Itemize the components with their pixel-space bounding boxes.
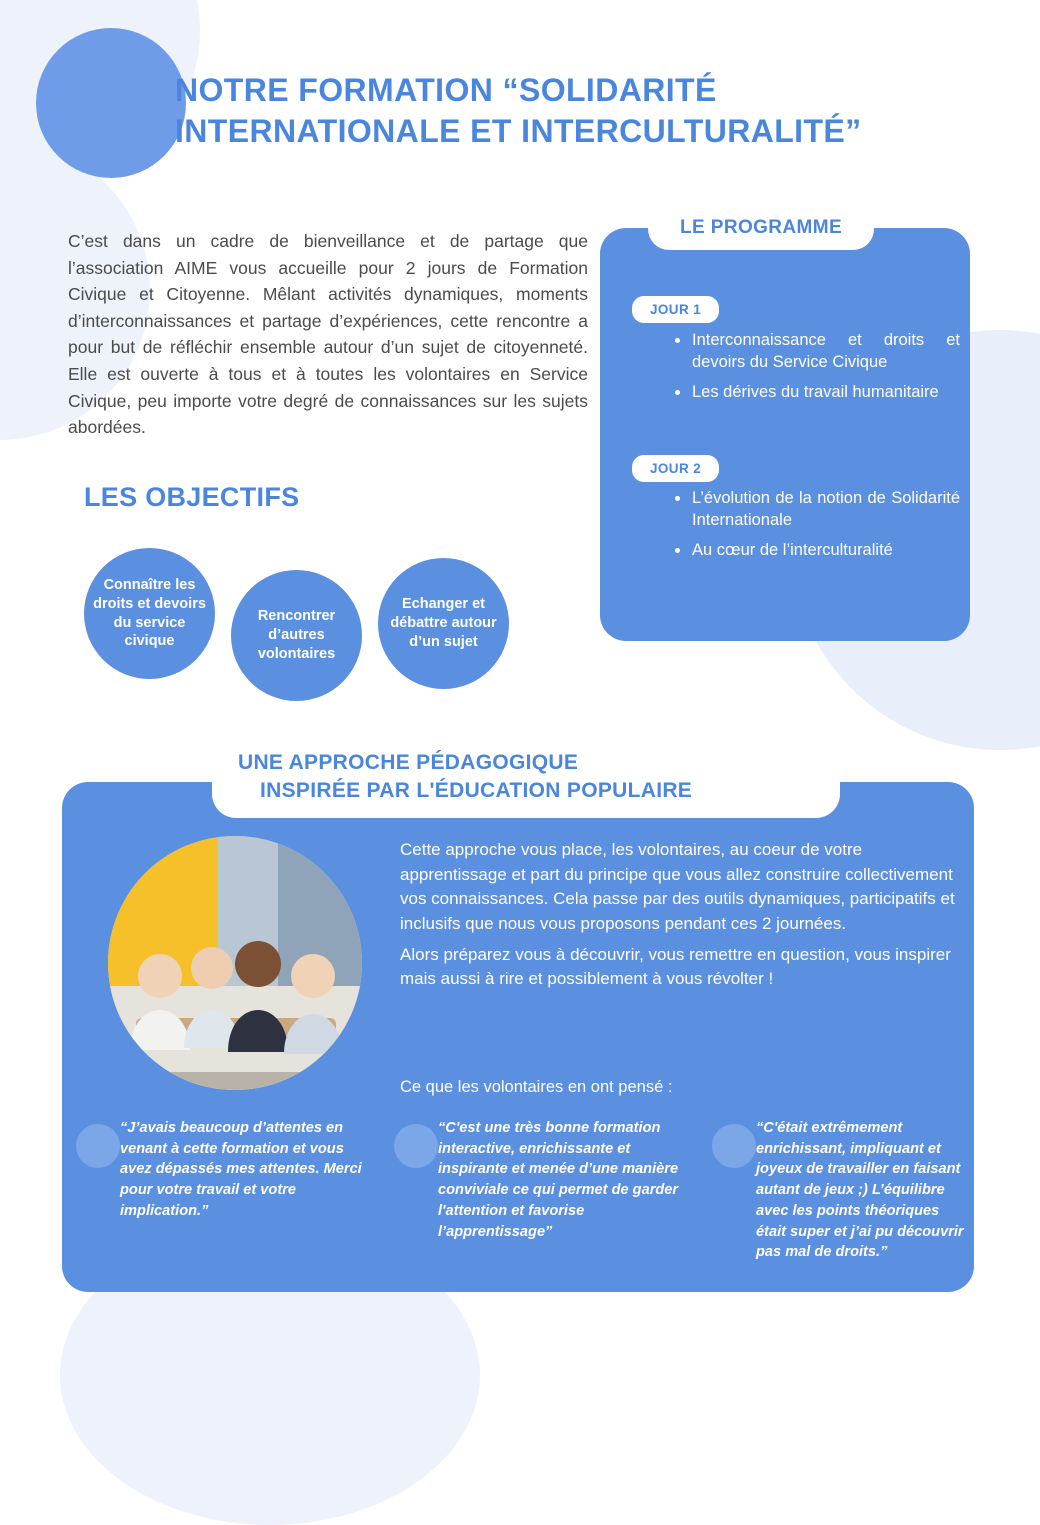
testimonial-item	[388, 1118, 688, 1263]
page-title: NOTRE FORMATION “SOLIDARITÉ INTERNATIONALE ET INTERCULTURALITÉ”	[175, 72, 862, 149]
programme-badge: LE PROGRAMME	[648, 208, 874, 250]
day-1-badge: JOUR 1	[632, 296, 719, 323]
testimonial-item	[70, 1118, 370, 1263]
pedagogy-badge-line2: INSPIRÉE PAR L'ÉDUCATION POPULAIRE	[260, 778, 693, 802]
day-2-item: • L’évolution de la notion de Solidarité Internationale	[692, 485, 960, 531]
day-2-item: • Au cœur de l’interculturalité	[692, 537, 960, 561]
programme-panel	[600, 228, 970, 641]
objective-item: Rencontrer d’autres volontaires	[231, 570, 362, 701]
testimonial-text: “J’avais beaucoup d’attentes en venant à cette formation et vous avez dépassés mes attentes. Merci pour votre travail et votre implication.”	[120, 1120, 362, 1219]
pedagogy-paragraph-2: Alors préparez vous à découvrir, vous remettre en question, vous inspirer mais aussi à rire et possiblement à vous révolter !	[400, 944, 951, 989]
testimonial-text: “C'était extrêmement enrichissant, impliquant et joyeux de travailler en faisant autant de jeux ;) L’équilibre avec les points théoriques était super et j’ai pu découvrir pas mal de droits.”	[756, 1120, 964, 1261]
pedagogy-photo	[108, 836, 362, 1090]
pedagogy-paragraph-1: Cette approche vous place, les volontaires, au coeur de votre apprentissage et part du principe que vous allez construire collectivement vos connaissances. Cela passe par des outils dynamiques, participatifs et inclusifs que nous vous proposons pendant ces 2 journées.	[400, 840, 955, 933]
day-1-list	[670, 327, 960, 409]
quote-bubble-icon	[394, 1124, 438, 1168]
testimonials-list	[70, 1118, 970, 1263]
pedagogy-text	[400, 838, 960, 998]
testimonial-text: “C'est une très bonne formation interactive, enrichissante et inspirante et menée d’une manière conviviale ce qui permet de garder l'attention et favorise l’apprentissage”	[438, 1120, 679, 1240]
testimonial-item	[706, 1118, 968, 1263]
objective-item: Echanger et débattre autour d’un sujet	[378, 558, 509, 689]
day-1-item: • Interconnaissance et droits et devoirs du Service Civique	[692, 327, 960, 373]
pedagogy-quote-lead: Ce que les volontaires en ont pensé :	[400, 1078, 673, 1096]
objective-item: Connaître les droits et devoirs du service civique	[84, 548, 215, 679]
objectives-title: LES OBJECTIFS	[84, 482, 300, 512]
day-2-badge: JOUR 2	[632, 455, 719, 482]
intro-paragraph: C’est dans un cadre de bienveillance et de partage que l’association AIME vous accueille pour 2 jours de Formation Civique et Citoyenne. Mêlant activités dynamiques, moments d’interconnaissances et partage d’expériences, cette rencontre a pour but de réfléchir ensemble autour d’un sujet de citoyenneté. Elle est ouverte à tous et à toutes les volontaires en Service Civique, peu importe votre degré de connaissances sur les sujets abordées.	[68, 231, 588, 438]
quote-bubble-icon	[712, 1124, 756, 1168]
day-1-item: • Les dérives du travail humanitaire	[692, 379, 960, 403]
page-header	[175, 70, 1005, 152]
photo-illustration	[108, 836, 362, 1090]
pedagogy-badge	[212, 737, 840, 818]
header-accent-circle	[36, 28, 186, 178]
pedagogy-badge-line1: UNE APPROCHE PÉDAGOGIQUE	[238, 751, 579, 774]
quote-bubble-icon	[76, 1124, 120, 1168]
day-2-list	[670, 485, 960, 567]
objectives-list	[84, 548, 594, 701]
